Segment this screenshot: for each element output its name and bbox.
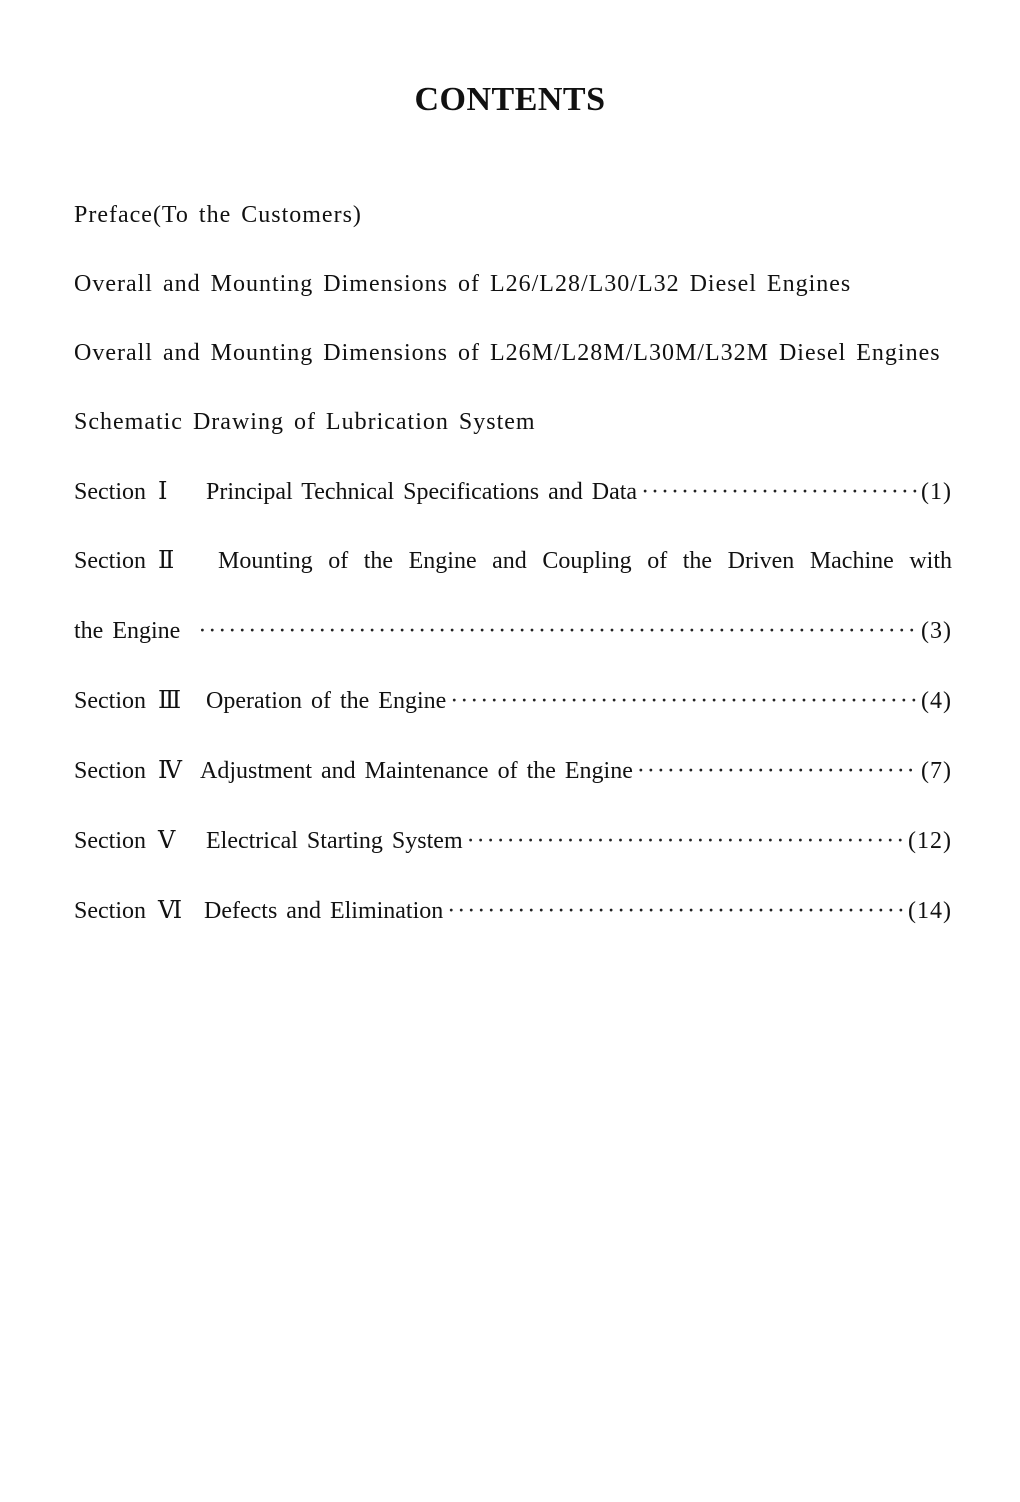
page-number: (14) (908, 898, 952, 924)
page-number: (1) (921, 479, 952, 505)
toc-entry-section-2[interactable] (74, 544, 952, 578)
section-title-continuation: the Engine (74, 618, 181, 644)
toc-entry-section-3[interactable] (74, 684, 952, 718)
section-title: Adjustment and Maintenance of the Engine (200, 758, 633, 784)
toc-entry-text: Overall and Mounting Dimensions of L26M/L28M/L30M/L32M Diesel Engines (74, 340, 941, 366)
toc-entry-text: Overall and Mounting Dimensions of L26/L28/L30/L32 Diesel Engines (74, 271, 852, 297)
toc-entry-text: Schematic Drawing of Lubrication System (74, 409, 536, 435)
page-number: (3) (921, 618, 952, 644)
page-number: (7) (921, 758, 952, 784)
page-number: (12) (908, 828, 952, 854)
toc-entry-section-2-continued[interactable] (74, 614, 952, 648)
dot-leader (447, 894, 904, 928)
toc-entry-section-4[interactable] (74, 754, 952, 788)
section-label: Section Ⅱ (74, 548, 175, 574)
toc-entry-dimensions-lm[interactable] (74, 336, 952, 370)
page-title: CONTENTS (414, 81, 606, 118)
toc-entry-lubrication[interactable] (74, 405, 952, 439)
dot-leader (450, 684, 917, 718)
toc-entry-section-6[interactable] (74, 894, 952, 928)
section-title: Mounting of the Engine and Coupling of the Driven Machine with (218, 548, 952, 574)
section-label: Section Ⅳ (74, 758, 182, 784)
section-label: Section Ⅰ (74, 479, 168, 505)
section-label: Section Ⅵ (74, 898, 183, 924)
toc-entry-section-1[interactable] (74, 475, 952, 509)
dot-leader (637, 754, 917, 788)
section-title: Operation of the Engine (206, 688, 447, 714)
toc-entry-dimensions-l[interactable] (74, 267, 952, 301)
toc-entry-section-5[interactable] (74, 824, 952, 858)
section-title: Principal Technical Specifications and Data (206, 479, 638, 505)
page-number: (4) (921, 688, 952, 714)
section-title: Electrical Starting System (206, 828, 463, 854)
toc-entry-text: Preface(To the Customers) (74, 202, 362, 228)
section-label: Section Ⅴ (74, 828, 176, 854)
dot-leader (467, 824, 904, 858)
dot-leader (641, 475, 917, 509)
dot-leader (198, 614, 917, 648)
toc-entry-preface[interactable] (74, 198, 952, 232)
section-title: Defects and Elimination (204, 898, 444, 924)
section-label: Section Ⅲ (74, 688, 182, 714)
